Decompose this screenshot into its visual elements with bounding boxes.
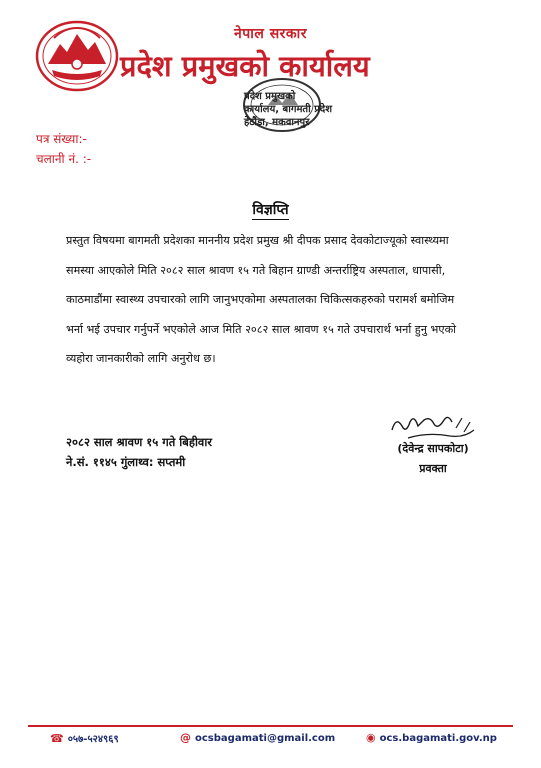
at-sign-icon: @ [180,731,191,744]
notice-line: काठमाडौंमा स्वास्थ्य उपचारको लागि जानुभएकोमा अस्पतालका चिकित्सकहरुको परामर्श बमोजिम [66,293,455,306]
government-name: नेपाल सरकार [233,26,307,42]
letter-number-label: पत्र संख्या:- [36,132,87,146]
date-block [66,432,212,472]
notice-title-text: विज्ञप्ति [252,202,289,218]
footer [30,731,511,749]
stamp-line: प्रदेश प्रमुखको [244,91,296,102]
phone-number: ०५७-५२४९६९ [67,734,119,745]
footer-website[interactable] [366,731,497,744]
stamp-text [244,90,364,129]
notice-title [0,200,541,219]
email-address[interactable]: ocsbagamati@gmail.com [195,733,336,744]
notice-line: प्रस्तुत विषयमा बागमती प्रदेशका माननीय प्रदेश प्रमुख श्री दीपक प्रसाद देवकोटाज्यूको स्वास्थ्यमा [66,234,449,247]
date-line-bs: २०८२ साल श्रावण १५ गते बिहीवार [66,435,213,449]
globe-icon: ◉ [366,731,376,744]
notice-line: व्यहोरा जानकारीको लागि अनुरोध छ। [66,352,216,365]
stamp-line: कार्यालय, बागमती प्रदेश [244,104,333,115]
footer-divider [28,725,513,727]
notice-line: भर्ना भई उपचार गर्नुपर्ने भएकोले आज मिति २०८२ साल श्रावण १५ गते उपचारार्थ भर्ना हुनु भएको [66,322,457,336]
handwritten-signature [378,408,488,444]
reference-block [36,129,91,169]
telephone-icon: ☎ [50,732,64,745]
dispatch-number-label: चलानी नं. :- [36,152,92,166]
signer-name: (देवेन्द्र सापकोटा) [397,442,469,455]
stamp-line: हेटौंडा, मकवानपुर [244,117,310,128]
date-line-ns: ने.सं. ११४५ गुंलाथ्व: सप्तमी [66,455,186,469]
office-title: प्रदेश प्रमुखको कार्यालय [120,49,370,83]
website-url[interactable]: ocs.bagamati.gov.np [379,733,497,744]
notice-body [66,226,510,374]
signer-role: प्रवक्ता [419,462,447,475]
footer-phone [50,731,119,745]
notice-line: समस्या आएकोले मिति २०८२ साल श्रावण १५ गते बिहान ग्राण्डी अन्तर्राष्ट्रिय अस्पताल, धापासी, [66,263,446,277]
footer-email[interactable] [180,731,335,744]
